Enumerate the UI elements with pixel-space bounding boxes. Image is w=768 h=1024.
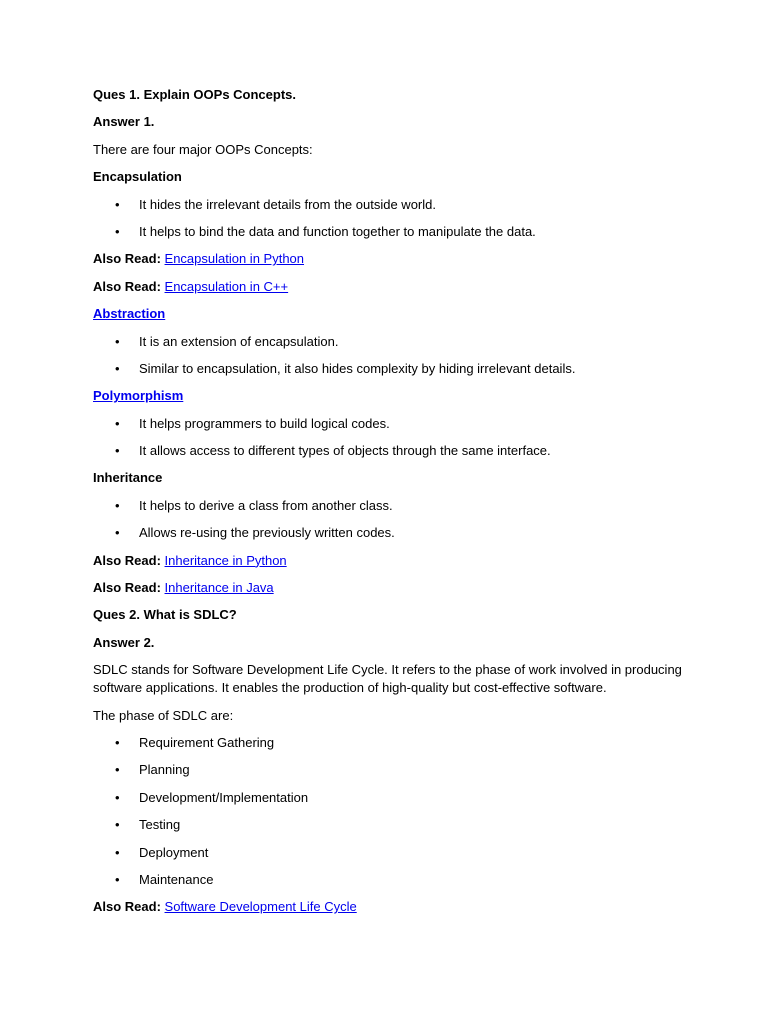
list-item: • Development/Implementation (115, 789, 309, 805)
bullet-icon: • (115, 497, 120, 513)
also-read-sdlc: Also Read: Software Development Life Cycle (93, 899, 357, 915)
bullet-icon: • (115, 871, 120, 887)
bullet-icon: • (115, 333, 120, 349)
list-item: • It allows access to different types of objects through the same interface. (115, 443, 551, 459)
list-item: • Allows re-using the previously written codes. (115, 525, 395, 541)
polymorphism-link[interactable]: Polymorphism (93, 388, 184, 404)
list-item: • It helps programmers to build logical codes. (115, 415, 390, 431)
inheritance-java-link[interactable]: Inheritance in Java (164, 580, 274, 596)
bullet-icon: • (115, 817, 120, 833)
also-read-inheritance-python: Also Read: Inheritance in Python (93, 552, 287, 568)
sdlc-phases-intro: The phase of SDLC are: (93, 707, 234, 723)
inheritance-list (93, 497, 693, 542)
document-page (93, 86, 693, 926)
bullet-icon: • (115, 789, 120, 805)
bullet-icon: • (115, 360, 120, 376)
list-item: • Maintenance (115, 871, 214, 887)
inheritance-python-link[interactable]: Inheritance in Python (164, 552, 287, 568)
encapsulation-list (93, 196, 693, 241)
polymorphism-list (93, 415, 693, 460)
abstraction-list (93, 333, 693, 378)
answer-1-label: Answer 1. (93, 114, 155, 130)
bullet-icon: • (115, 844, 120, 860)
sdlc-phases-list (93, 734, 693, 889)
list-item: • It helps to bind the data and function together to manipulate the data. (115, 223, 536, 239)
list-item: • Testing (115, 817, 181, 833)
bullet-icon: • (115, 525, 120, 541)
sdlc-description: SDLC stands for Software Development Life Cycle. It refers to the phase of work involved in producing software applications. It enables the production of high-quality but cost-effective software. (93, 662, 682, 696)
list-item: • Similar to encapsulation, it also hides complexity by hiding irrelevant details. (115, 360, 576, 376)
also-read-inheritance-java: Also Read: Inheritance in Java (93, 580, 274, 596)
question-1: Ques 1. Explain OOPs Concepts. (93, 87, 297, 102)
bullet-icon: • (115, 443, 120, 459)
list-item: • Requirement Gathering (115, 734, 275, 750)
sdlc-link[interactable]: Software Development Life Cycle (164, 899, 357, 915)
question-2: Ques 2. What is SDLC? (93, 607, 237, 623)
list-item: • Deployment (115, 844, 209, 860)
answer-2-label: Answer 2. (93, 634, 155, 650)
list-item: • Planning (115, 762, 190, 778)
inheritance-heading: Inheritance (93, 470, 163, 486)
also-read-encapsulation-python: Also Read: Encapsulation in Python (93, 251, 305, 267)
bullet-icon: • (115, 415, 120, 431)
list-item: • It helps to derive a class from another class. (115, 497, 393, 513)
list-item: • It hides the irrelevant details from the outside world. (115, 196, 436, 212)
bullet-icon: • (115, 196, 120, 212)
encapsulation-cpp-link[interactable]: Encapsulation in C++ (164, 278, 289, 294)
encapsulation-python-link[interactable]: Encapsulation in Python (164, 251, 305, 267)
polymorphism-heading (93, 387, 693, 405)
bullet-icon: • (115, 734, 120, 750)
bullet-icon: • (115, 223, 120, 239)
encapsulation-heading: Encapsulation (93, 169, 182, 185)
answer-1-intro: There are four major OOPs Concepts: (93, 141, 313, 157)
also-read-encapsulation-cpp: Also Read: Encapsulation in C++ (93, 278, 289, 294)
abstraction-heading (93, 305, 693, 323)
list-item: • It is an extension of encapsulation. (115, 333, 339, 349)
bullet-icon: • (115, 762, 120, 778)
abstraction-link[interactable]: Abstraction (93, 306, 166, 322)
